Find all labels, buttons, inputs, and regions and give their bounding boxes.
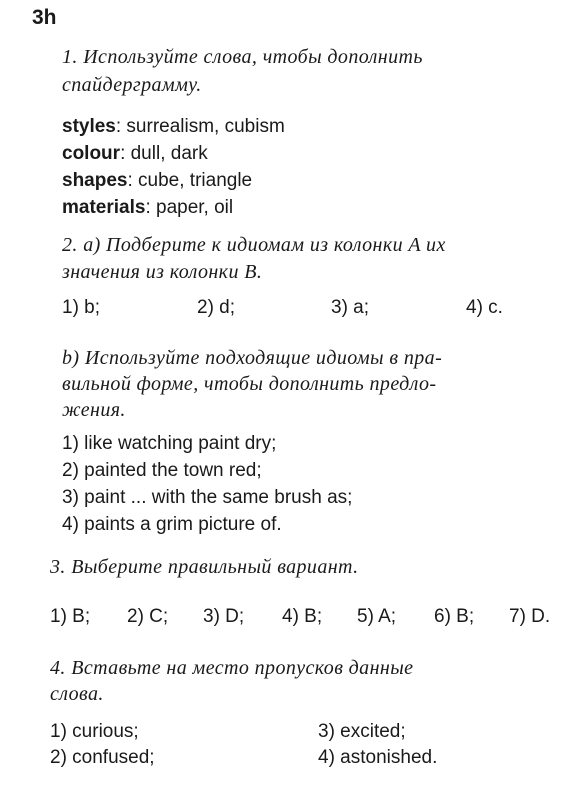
task3-answer: 4) B; — [282, 606, 323, 627]
task2a-instruction-line1: 2. a) Подберите к идиомам из колонки A их — [62, 234, 446, 256]
task2b-answer: 4) paints a grim picture of. — [62, 514, 282, 535]
task1-item — [62, 114, 285, 140]
task3-answer: 1) B; — [50, 606, 91, 627]
task3-instruction: 3. Выберите правильный вариант. — [50, 556, 359, 578]
task1-item — [62, 141, 208, 167]
task3-answer: 6) B; — [434, 606, 475, 627]
task1-term: shapes — [62, 170, 128, 191]
task1-term: materials — [62, 197, 146, 218]
task2a-instruction-line2: значения из колонки B. — [62, 261, 263, 283]
task1-term: styles — [62, 116, 116, 137]
task3-answer: 2) C; — [127, 606, 169, 627]
task1-item — [62, 168, 252, 194]
task2b-answer: 2) painted the town red; — [62, 460, 262, 481]
task4-answer: 3) excited; — [318, 721, 406, 742]
task1-value: : surrealism, cubism — [115, 116, 285, 137]
task1-instruction-line2: спайдерграмму. — [62, 74, 202, 96]
task4-answer: 4) astonished. — [318, 747, 438, 768]
task2b-instruction-line3: жения. — [62, 399, 126, 421]
task2b-instruction-line1: b) Используйте подходящие идиомы в пра- — [62, 347, 443, 369]
task2a-answer: 4) c. — [466, 297, 503, 318]
task4-instruction-line1: 4. Вставьте на место пропусков данные — [50, 657, 414, 679]
task4-instruction-line2: слова. — [50, 683, 104, 705]
task2a-answer: 3) a; — [331, 297, 370, 318]
task1-instruction-line1: 1. Используйте слова, чтобы дополнить — [62, 46, 423, 68]
task1-value: : dull, dark — [120, 143, 208, 164]
task2a-answer: 1) b; — [62, 297, 101, 318]
task2b-answer: 3) paint ... with the same brush as; — [62, 487, 353, 508]
task1-value: : paper, oil — [145, 197, 234, 218]
task3-answer: 3) D; — [203, 606, 245, 627]
section-title: 3h — [32, 6, 57, 29]
task4-answer: 1) curious; — [50, 721, 139, 742]
task1-value: : cube, triangle — [127, 170, 253, 191]
task1-term: colour — [62, 143, 121, 164]
task3-answer: 5) A; — [357, 606, 397, 627]
task1-item — [62, 195, 233, 221]
task2b-answer: 1) like watching paint dry; — [62, 433, 277, 454]
task2b-instruction-line2: вильной форме, чтобы дополнить предло- — [62, 373, 437, 395]
task4-answer: 2) confused; — [50, 747, 155, 768]
task2a-answer: 2) d; — [197, 297, 236, 318]
task3-answer: 7) D. — [509, 606, 551, 627]
